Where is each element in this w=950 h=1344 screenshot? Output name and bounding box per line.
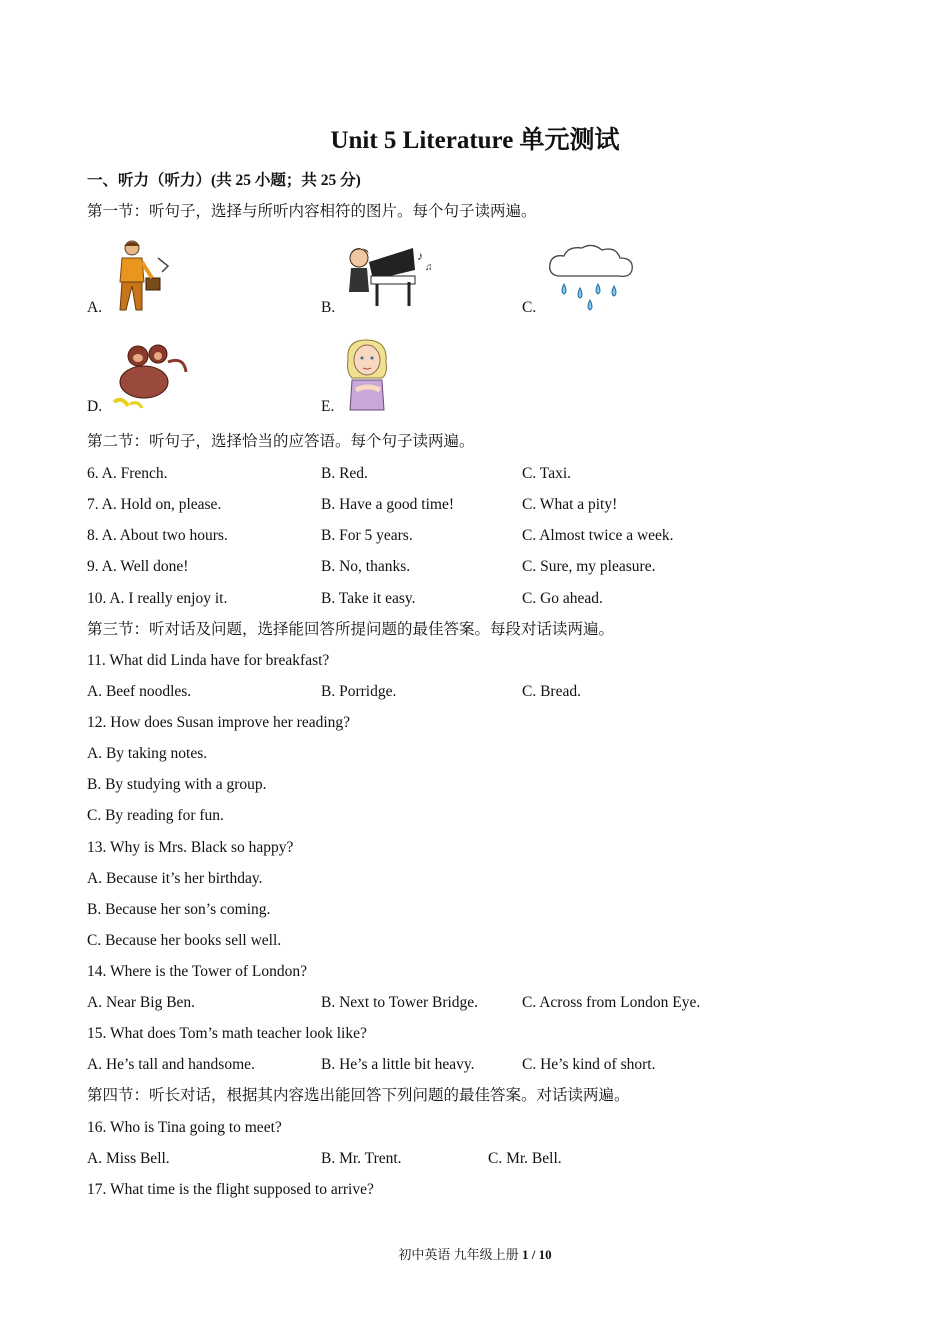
picture-label-a: A.: [87, 299, 103, 316]
footer-page-number: 1: [521, 1247, 529, 1262]
q16-stem: 16. Who is Tina going to meet?: [87, 1119, 282, 1136]
q13-option-c: C. Because her books sell well.: [87, 932, 282, 949]
svg-text:♫: ♫: [425, 262, 433, 273]
q8-option-b: B. For 5 years.: [321, 527, 413, 544]
q9-option-b: B. No, thanks.: [321, 558, 411, 575]
q11-option-a: A. Beef noodles.: [87, 683, 192, 700]
picture-label-c: C.: [522, 299, 537, 316]
q15-option-a: A. He’s tall and handsome.: [87, 1056, 255, 1073]
q10-option-b: B. Take it easy.: [321, 590, 416, 607]
q14-stem: 14. Where is the Tower of London?: [87, 963, 308, 980]
q11-stem: 11. What did Linda have for breakfast?: [87, 652, 330, 669]
svg-text:♪: ♪: [417, 249, 423, 263]
q12-option-b: B. By studying with a group.: [87, 776, 267, 793]
section3-instruction: 第三节：听对话及问题，选择能回答所提问题的最佳答案。每段对话读两遍。: [87, 621, 615, 638]
q12-option-c: C. By reading for fun.: [87, 807, 224, 824]
q17-stem: 17. What time is the flight supposed to arrive?: [87, 1181, 374, 1198]
q16-option-b: B. Mr. Trent.: [321, 1150, 402, 1167]
q9-option-c: C. Sure, my pleasure.: [522, 558, 656, 575]
q6-option-b: B. Red.: [321, 465, 368, 482]
q11-option-c: C. Bread.: [522, 683, 581, 700]
q15-option-c: C. He’s kind of short.: [522, 1056, 656, 1073]
q14-option-b: B. Next to Tower Bridge.: [321, 994, 479, 1011]
page-footer: [0, 1246, 950, 1264]
picture-label-e: E.: [321, 398, 335, 415]
picture-label-d: D.: [87, 398, 103, 415]
monkeys-eating-bananas-icon: [108, 342, 192, 412]
q9-option-a: 9. A. Well done!: [87, 558, 189, 575]
q7-option-a: 7. A. Hold on, please.: [87, 496, 222, 513]
q13-stem: 13. Why is Mrs. Black so happy?: [87, 839, 294, 856]
rain-cloud-icon: [544, 244, 636, 314]
footer-text: 初中英语 九年级上册: [398, 1247, 519, 1262]
boy-playing-piano-icon: [343, 240, 435, 312]
q13-option-a: A. Because it’s her birthday.: [87, 870, 263, 887]
q16-option-a: A. Miss Bell.: [87, 1150, 170, 1167]
girl-thinking-icon: [342, 338, 392, 412]
footer-total-pages: 10: [538, 1247, 552, 1262]
q6-option-a: 6. A. French.: [87, 465, 168, 482]
page-title: Unit 5 Literature 单元测试: [330, 127, 620, 154]
q6-option-c: C. Taxi.: [522, 465, 572, 482]
q12-option-a: A. By taking notes.: [87, 745, 208, 762]
q8-option-c: C. Almost twice a week.: [522, 527, 674, 544]
q12-stem: 12. How does Susan improve her reading?: [87, 714, 351, 731]
q15-stem: 15. What does Tom’s math teacher look like?: [87, 1025, 367, 1042]
q14-option-a: A. Near Big Ben.: [87, 994, 196, 1011]
section4-instruction: 第四节：听长对话，根据其内容选出能回答下列问题的最佳答案。对话读两遍。: [87, 1087, 630, 1104]
q16-option-c: C. Mr. Bell.: [488, 1150, 562, 1167]
q7-option-b: B. Have a good time!: [321, 496, 455, 513]
part1-heading: 一、听力（听力）(共 25 小题；共 25 分): [87, 172, 361, 189]
q11-option-b: B. Porridge.: [321, 683, 397, 700]
footer-separator: /: [531, 1247, 536, 1262]
q10-option-c: C. Go ahead.: [522, 590, 603, 607]
man-with-briefcase-icon: [110, 238, 176, 314]
picture-label-b: B.: [321, 299, 336, 316]
q10-option-a: 10. A. I really enjoy it.: [87, 590, 228, 607]
section1-instruction: 第一节：听句子，选择与所听内容相符的图片。每个句子读两遍。: [87, 203, 537, 220]
q8-option-a: 8. A. About two hours.: [87, 527, 228, 544]
q15-option-b: B. He’s a little bit heavy.: [321, 1056, 475, 1073]
q14-option-c: C. Across from London Eye.: [522, 994, 701, 1011]
q7-option-c: C. What a pity!: [522, 496, 618, 513]
section2-instruction: 第二节：听句子，选择恰当的应答语。每个句子读两遍。: [87, 433, 475, 450]
q13-option-b: B. Because her son’s coming.: [87, 901, 271, 918]
